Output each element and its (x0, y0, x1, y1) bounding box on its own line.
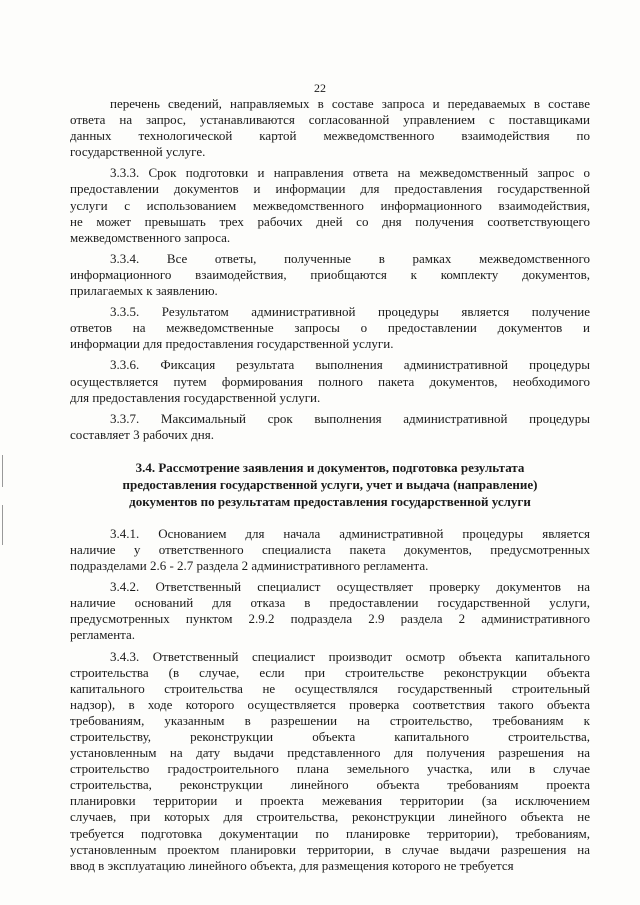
text-line: 3.4.2. Ответственный специалист осуществляет проверку документов на (110, 579, 590, 595)
text-line: предоставлении документов и информации для предоставления государственной (70, 181, 590, 197)
document-body (70, 96, 590, 874)
text-line: строительства, реконструкции линейного объекта требованиям проекта (70, 777, 590, 793)
text-line: наличие у ответственного специалиста пакета документов, предусмотренных (70, 541, 590, 557)
paragraph (70, 165, 590, 245)
scan-margin-mark (2, 505, 3, 545)
text-line: межведомственного запроса. (70, 229, 231, 245)
text-line: требуется подготовка документации по планировке территории), требованиям, (70, 825, 590, 841)
paragraph (70, 304, 590, 352)
text-line: информации для предоставления государственной услуги. (70, 336, 394, 352)
text-line: информационного взаимодействия, приобщаются к комплекту документов, (70, 266, 590, 282)
heading-line: 3.4. Рассмотрение заявления и документов, подготовка результата (135, 459, 525, 475)
paragraph (70, 96, 590, 160)
text-line: ответа на запрос, устанавливаются согласованной управлением с поставщиками (70, 112, 590, 128)
text-line: для предоставления государственной услуги. (70, 389, 321, 405)
text-line: регламента. (70, 627, 136, 643)
heading-line: предоставления государственной услуги, учет и выдача (направление) (122, 476, 538, 492)
text-line: подразделами 2.6 - 2.7 раздела 2 административного регламента. (70, 558, 429, 574)
paragraph (70, 251, 590, 299)
text-line: 3.4.1. Основанием для начала административной процедуры является (110, 525, 590, 541)
text-line: составляет 3 рабочих дня. (70, 426, 214, 442)
text-line: 3.3.4. Все ответы, полученные в рамках межведомственного (110, 250, 590, 266)
text-line: строительство градостроительного плана земельного участка, или в случае (70, 761, 590, 777)
text-line: установленным проектом планировки территории, в случае выдачи разрешения на (70, 841, 590, 857)
text-line: 3.3.7. Максимальный срок выполнения административной процедуры (110, 410, 590, 426)
text-line: планировки территории и проекта межевания территории (за исключением (70, 793, 590, 809)
text-line: государственной услуге. (70, 144, 206, 160)
text-line: осуществляется путем формирования полного пакета документов, необходимого (70, 373, 590, 389)
text-line: надзор), в ходе которого осуществляется проверка соответствия такого объекта (70, 696, 590, 712)
text-line: предусмотренных пунктом 2.9.2 подраздела 2.9 раздела 2 административного (70, 611, 590, 627)
scan-margin-mark (2, 455, 3, 487)
paragraph (70, 579, 590, 643)
text-line: перечень сведений, направляемых в составе запроса и передаваемых в составе (110, 96, 590, 111)
text-line: строительства (в случае, если при строительстве реконструкции объекта (70, 664, 590, 680)
text-line: ввод в эксплуатацию линейного объекта, для размещения которого не требуется (70, 857, 514, 873)
text-line: капитального строительства не осуществлялся государственный строительный (70, 680, 590, 696)
paragraph (70, 411, 590, 443)
text-line: данных технологической картой межведомственного взаимодействия по (70, 128, 590, 144)
text-line: наличие оснований для отказа в предоставлении государственной услуги, (70, 595, 590, 611)
text-line: ответов на межведомственные запросы о предоставлении документов и (70, 320, 590, 336)
text-line: 3.3.6. Фиксация результата выполнения административной процедуры (110, 357, 590, 373)
text-line: не может превышать трех рабочих дней со дня получения соответствующего (70, 213, 590, 229)
heading-line: документов по результатам предоставления государственной услуги (129, 493, 531, 509)
paragraph (70, 526, 590, 574)
text-line: 3.3.3. Срок подготовки и направления ответа на межведомственный запрос о (110, 165, 590, 181)
text-line: 3.3.5. Результатом административной процедуры является получение (110, 304, 590, 320)
page-number: 22 (314, 81, 326, 95)
text-line: случаев, при которых для строительства, реконструкции линейного объекта не (70, 809, 590, 825)
text-line: строительству, реконструкции объекта капитального строительства, (70, 729, 590, 744)
section-3-3-text (70, 96, 590, 443)
text-line: требованиям, указанным в разрешении на строительство, требованиям к (70, 712, 590, 728)
paragraph (70, 649, 590, 874)
text-line: 3.4.3. Ответственный специалист производит осмотр объекта капитального (110, 648, 590, 664)
section-3-4-text (70, 526, 590, 874)
section-3-4-heading (70, 459, 590, 510)
text-line: установленным на дату выдачи представленного для получения разрешения на (70, 745, 590, 761)
text-line: прилагаемых к заявлению. (70, 283, 218, 299)
text-line: услуги с использованием межведомственного информационного взаимодействия, (70, 197, 590, 213)
paragraph (70, 357, 590, 405)
